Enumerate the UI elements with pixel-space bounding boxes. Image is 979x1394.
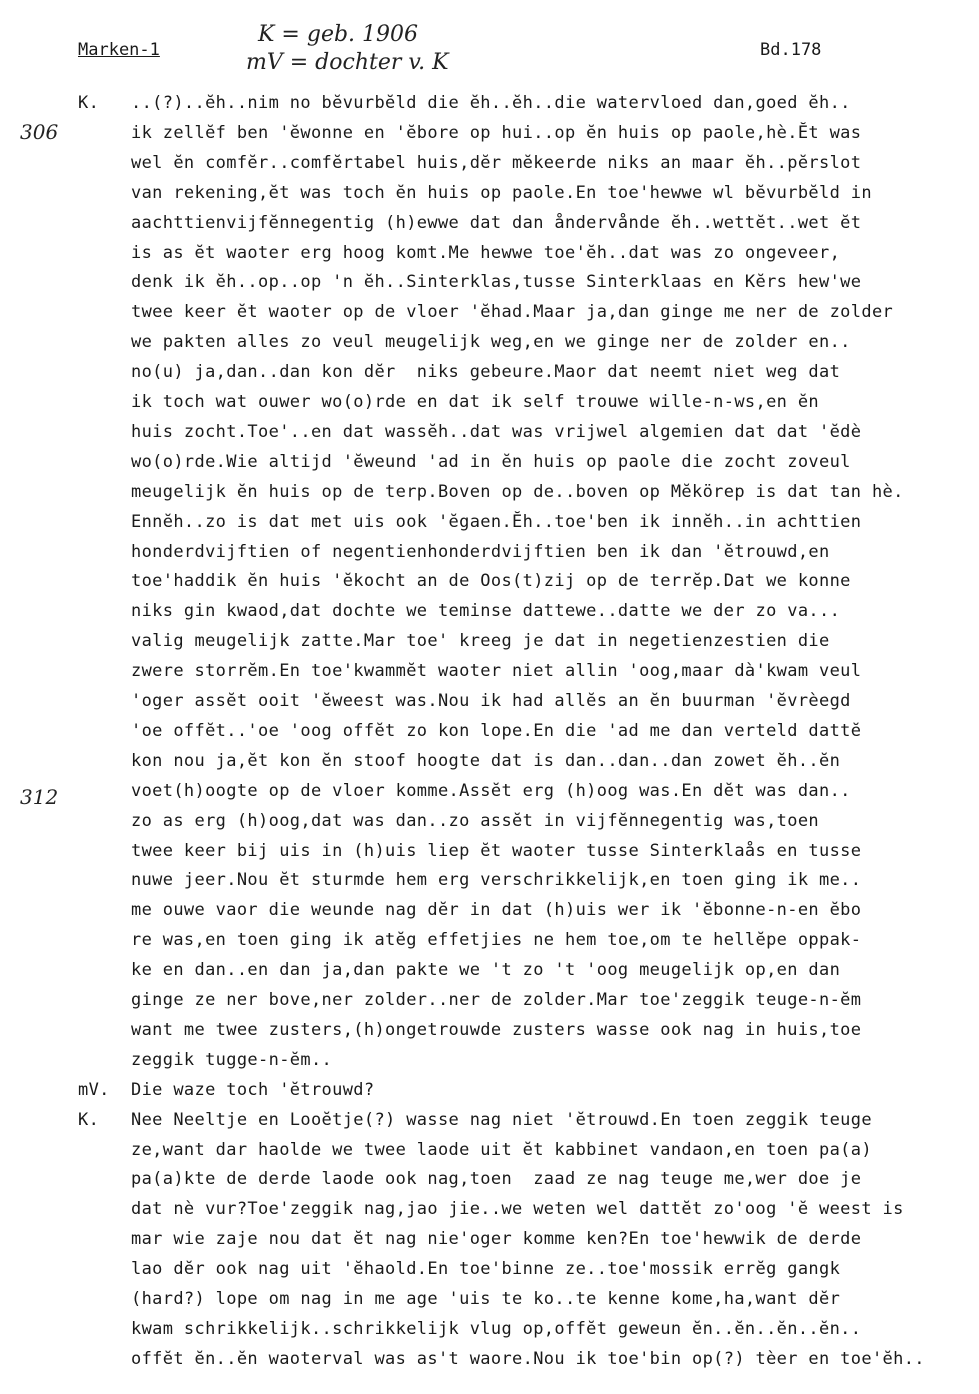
transcript-line: [0, 238, 979, 268]
transcript-line: [0, 148, 979, 178]
transcript-line: [0, 925, 979, 955]
line-text: zwere storrĕm.En toe'kwammĕt waoter niet allin 'oog,maar dà'kwam veul: [131, 661, 862, 682]
line-text: twee keer bij uis in (h)uis liep ĕt waoter tusse Sinterklaås en tusse: [131, 840, 862, 861]
transcript-line: [0, 1224, 979, 1254]
line-text: (hard?) lope om nag in me age 'uis te ko..te kenne kome,ha,want dĕr: [131, 1289, 841, 1309]
transcript-line: [0, 208, 979, 238]
transcript-line: [0, 895, 979, 925]
transcript-line: [0, 477, 979, 507]
line-text: 'oger assĕt ooit 'ĕweest was.Nou ik had allĕs an ĕn buurman 'ĕvrèegd: [131, 691, 851, 711]
transcript-line: [0, 1045, 979, 1075]
transcript-line: [0, 118, 979, 148]
line-text: lao dĕr ook nag uit 'ĕhaold.En toe'binne ze..toe'mossik errĕg gangk: [131, 1259, 841, 1280]
line-text: wel ĕn comfĕr..comfĕrtabel huis,dĕr mĕkeerde niks an maar ĕh..pĕrslot: [131, 152, 862, 173]
transcript-line: [0, 1135, 979, 1165]
transcript-line: [0, 297, 979, 327]
transcript-line: [0, 566, 979, 596]
line-text: Ennĕh..zo is dat met uis ook 'ĕgaen.Ĕh..toe'ben ik innĕh..in achttien: [131, 511, 862, 532]
line-text: zeggik tugge-n-ĕm..: [131, 1049, 333, 1070]
line-text: kon nou ja,ĕt kon ĕn stoof hoogte dat is dan..dan..dan zowet ĕh..ĕn: [131, 750, 841, 771]
transcript-line: [0, 507, 979, 537]
transcript-line: [0, 656, 979, 686]
margin-counter-306: 306: [20, 120, 59, 144]
line-text: offĕt ĕn..ĕn waoterval was as't waore.Nou ik toe'bin op(?) tèer en toe'ĕh..: [131, 1348, 925, 1369]
transcript-line: [0, 327, 979, 357]
line-text: nuwe jeer.Nou ĕt sturmde hem erg verschrikkelijk,en toen ging ik me..: [131, 870, 862, 891]
line-text: aachttienvijfĕnnegentig (h)ewwe dat dan åndervånde ĕh..wettĕt..wet ĕt: [131, 212, 862, 233]
line-text: ginge ze ner bove,ner zolder..ner de zolder.Mar toe'zeggik teuge-n-ĕm: [131, 990, 862, 1010]
line-text: voet(h)oogte op de vloer komme.Assĕt erg (h)oog was.En dĕt was dan..: [131, 780, 851, 801]
transcript-line: [0, 746, 979, 776]
document-code: Marken-1: [78, 40, 160, 60]
line-text: mar wie zaje nou dat ĕt nag nie'oger komme ken?En toe'hewwik de derde: [131, 1229, 862, 1250]
line-text: ..(?)..ĕh..nim no bĕvurbĕld die ĕh..ĕh..die watervloed dan,goed ĕh..: [131, 93, 851, 113]
transcript-line: [0, 596, 979, 626]
line-text: wo(o)rde.Wie altijd 'ĕweund 'ad in ĕn huis op paole die zocht zoveul: [131, 451, 851, 472]
transcript-line: [0, 1314, 979, 1344]
line-text: re was,en toen ging ik atĕg effetjies ne hem toe,om te hellĕpe oppak-: [131, 930, 862, 951]
line-text: meugelijk ĕn huis op de terp.Boven op de..boven op Mĕkörep is dat tan hè.: [131, 481, 904, 502]
transcript-line: [0, 955, 979, 985]
margin-counter-312: 312: [20, 785, 59, 809]
transcript-line: [0, 1254, 979, 1284]
transcript-line: [0, 178, 979, 208]
line-text: valig meugelijk zatte.Mar toe' kreeg je dat in negetienzestien die: [131, 631, 830, 652]
line-text: want me twee zusters,(h)ongetrouwde zusters wasse ook nag in huis,toe: [131, 1019, 862, 1040]
line-text: denk ik ĕh..op..op 'n ĕh..Sinterklas,tusse Sinterklaas en Kĕrs hew'we: [131, 272, 862, 293]
line-text: ik toch wat ouwer wo(o)rde en dat ik self trouwe wille-n-ws,en ĕn: [131, 392, 820, 412]
transcript-line: [0, 417, 979, 447]
line-text: Die waze toch 'ĕtrouwd?: [131, 1079, 375, 1100]
line-text: dat nè vur?Toe'zeggik nag,jao jie..we weten wel dattĕt zo'oog 'ĕ weest is: [131, 1199, 904, 1220]
transcript-line: [0, 806, 979, 836]
line-text: pa(a)kte de derde laode ook nag,toen zaad ze nag teuge me,wer doe je: [131, 1169, 862, 1190]
line-text: ik zellĕf ben 'ĕwonne en 'ĕbore op hui..op ĕn huis op paole,hè.Ĕt was: [131, 122, 862, 143]
transcript-line: [0, 537, 979, 567]
line-text: ze,want dar haolde we twee laode uit ĕt kabbinet vandaon,en toen pa(a): [131, 1139, 872, 1160]
transcript-line: [0, 447, 979, 477]
line-text: huis zocht.Toe'..en dat wassĕh..dat was vrijwel algemien dat dat 'ĕdè: [131, 421, 862, 442]
transcript-line: [0, 985, 979, 1015]
line-text: ke en dan..en dan ja,dan pakte we 't zo 't 'oog meugelijk op,en dan: [131, 960, 841, 981]
transcript-line: [0, 387, 979, 417]
speaker-label: K.: [78, 93, 100, 113]
transcript-line: [0, 1284, 979, 1314]
line-text: kwam schrikkelijk..schrikkelijk vlug op,offĕt geweun ĕn..ĕn..ĕn..ĕn..: [131, 1318, 862, 1339]
transcript-line: [0, 776, 979, 806]
transcript-line: [0, 626, 979, 656]
transcript-line: [0, 357, 979, 387]
speaker-label: mV.: [78, 1079, 110, 1100]
transcript-line: [0, 88, 979, 118]
handwritten-note-birth: K = geb. 1906: [258, 22, 419, 47]
handwritten-note-daughter: mV = dochter v. K: [246, 50, 449, 75]
line-text: Nee Neeltje en Looĕtje(?) wasse nag niet 'ĕtrouwd.En toen zeggik teuge: [131, 1109, 872, 1130]
line-text: niks gin kwaod,dat dochte we teminse dattewe..datte we der zo va...: [131, 601, 841, 622]
line-text: is as ĕt waoter erg hoog komt.Me hewwe toe'ĕh..dat was zo ongeveer,: [131, 242, 841, 263]
transcript-line: [0, 1164, 979, 1194]
transcript-line: [0, 1194, 979, 1224]
transcript-line: [0, 1344, 979, 1374]
speaker-label: K.: [78, 1109, 100, 1130]
volume-number: Bd.178: [760, 40, 822, 60]
line-text: honderdvijftien of negentienhonderdvijftien ben ik dan 'ĕtrouwd,en: [131, 541, 830, 562]
line-text: me ouwe vaor die weunde nag dĕr in dat (h)uis wer ik 'ĕbonne-n-en ĕbo: [131, 900, 862, 921]
line-text: 'oe offĕt..'oe 'oog offĕt zo kon lope.En die 'ad me dan verteld dattĕ: [131, 720, 862, 741]
line-text: no(u) ja,dan..dan kon dĕr niks gebeure.Maor dat neemt niet weg dat: [131, 362, 841, 383]
transcript-line: [0, 836, 979, 866]
transcript-line: [0, 1015, 979, 1045]
transcript-line: [0, 865, 979, 895]
transcript-line: [0, 267, 979, 297]
transcript-line: [0, 1105, 979, 1135]
transcript-line: [0, 686, 979, 716]
line-text: twee keer ĕt waoter op de vloer 'ĕhad.Maar ja,dan ginge me ner de zolder: [131, 302, 894, 323]
transcript-line: [0, 716, 979, 746]
line-text: zo as erg (h)oog,dat was dan..zo assĕt in vijfĕnnegentig was,toen: [131, 810, 820, 831]
transcript-line: [0, 1075, 979, 1105]
line-text: we pakten alles zo veul meugelijk weg,en we ginge ner de zolder en..: [131, 332, 851, 353]
line-text: van rekening,ĕt was toch ĕn huis op paole.En toe'hewwe wl bĕvurbĕld in: [131, 182, 872, 203]
line-text: toe'haddik ĕn huis 'ĕkocht an de Oos(t)zij op de terrĕp.Dat we konne: [131, 571, 851, 592]
